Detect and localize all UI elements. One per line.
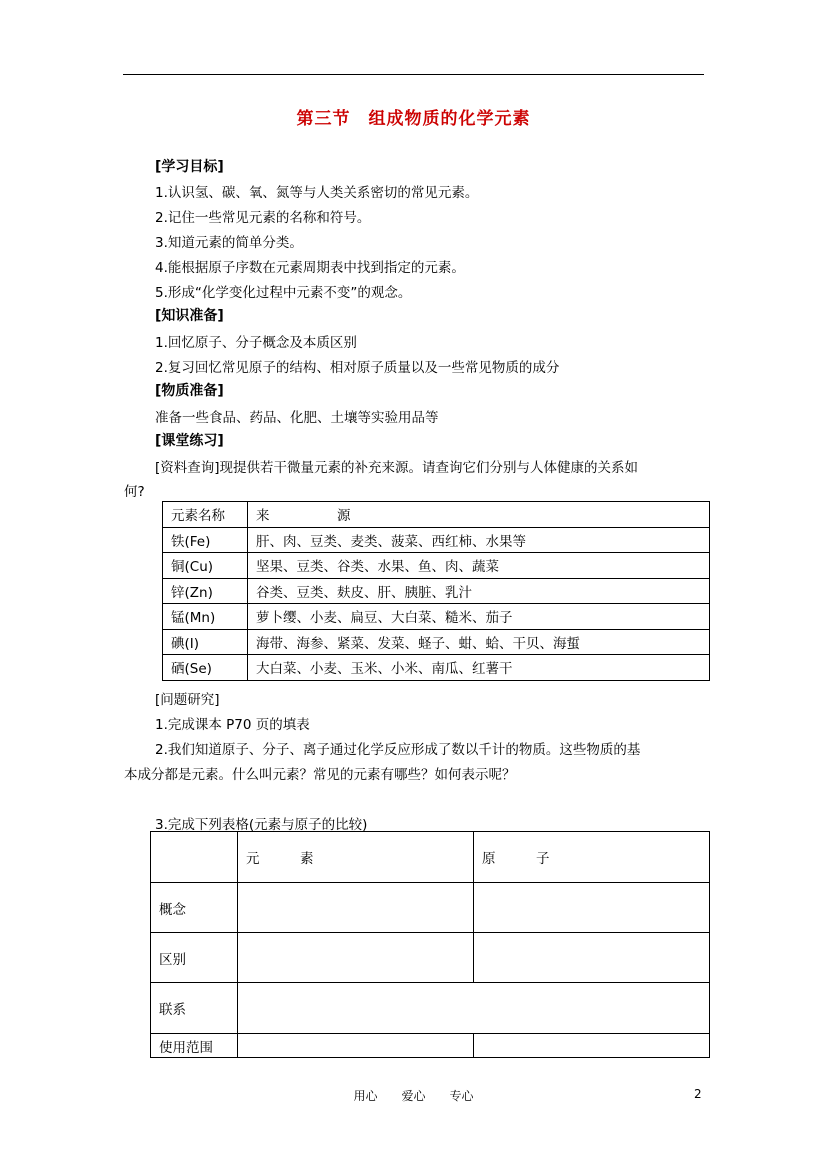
- table-header-cell: 原 子: [474, 832, 710, 883]
- element-name-cell: 铜(Cu): [163, 553, 248, 579]
- row-label-cell: 使用范围: [151, 1034, 238, 1058]
- table-row: [163, 553, 710, 579]
- table-row: [151, 883, 710, 933]
- objective-item: 4.能根据原子序数在元素周期表中找到指定的元素。: [155, 260, 465, 276]
- table-header-row: [151, 832, 710, 883]
- table-header-cell: 元素名称: [163, 502, 248, 528]
- empty-cell: [238, 1034, 474, 1058]
- table-row: [163, 629, 710, 655]
- page-title: 第三节 组成物质的化学元素: [296, 109, 531, 129]
- objective-item: 3.知道元素的简单分类。: [155, 235, 303, 251]
- table-row: [163, 604, 710, 630]
- source-cell: 坚果、豆类、谷类、水果、鱼、肉、蔬菜: [248, 553, 710, 579]
- empty-cell: [474, 883, 710, 933]
- empty-cell: [474, 1034, 710, 1058]
- table-row: [151, 1034, 710, 1058]
- trace-elements-table: [162, 501, 710, 681]
- table-header-row: [163, 502, 710, 528]
- objective-item: 5.形成“化学变化过程中元素不变”的观念。: [155, 285, 412, 301]
- objectives-heading: [学习目标]: [155, 159, 224, 175]
- element-atom-comparison-table: [150, 831, 710, 1058]
- source-cell: 萝卜缨、小麦、扁豆、大白菜、糙米、茄子: [248, 604, 710, 630]
- row-label-cell: 联系: [151, 983, 238, 1034]
- knowledge-item: 2.复习回忆常见原子的结构、相对原子质量以及一些常见物质的成分: [155, 360, 560, 376]
- row-label-cell: 区别: [151, 933, 238, 983]
- knowledge-heading: [知识准备]: [155, 308, 224, 324]
- table-row: [163, 578, 710, 604]
- empty-cell: [238, 933, 474, 983]
- source-cell: 海带、海参、紧菜、发菜、蛏子、蚶、蛤、干贝、海蜇: [248, 629, 710, 655]
- research-item: 2.我们知道原子、分子、离子通过化学反应形成了数以千计的物质。这些物质的基: [155, 742, 641, 758]
- query-text-line2: 何?: [124, 484, 145, 500]
- element-name-cell: 锌(Zn): [163, 578, 248, 604]
- empty-cell: [238, 983, 710, 1034]
- research-heading: [问题研究]: [155, 692, 220, 708]
- header-rule: [123, 74, 704, 75]
- source-cell: 肝、肉、豆类、麦类、菠菜、西红柿、水果等: [248, 527, 710, 553]
- knowledge-item: 1.回忆原子、分子概念及本质区别: [155, 335, 357, 351]
- element-name-cell: 铁(Fe): [163, 527, 248, 553]
- practice-heading: [课堂练习]: [155, 433, 224, 449]
- objective-item: 1.认识氢、碳、氧、氮等与人类关系密切的常见元素。: [155, 185, 479, 201]
- table-row: [163, 527, 710, 553]
- source-cell: 谷类、豆类、麸皮、肝、胰脏、乳汁: [248, 578, 710, 604]
- table-row: [151, 933, 710, 983]
- table-row: [163, 655, 710, 681]
- row-label-cell: 概念: [151, 883, 238, 933]
- page-number: 2: [694, 1087, 702, 1101]
- research-item: 1.完成课本 P70 页的填表: [155, 717, 310, 733]
- table-row: [151, 983, 710, 1034]
- table-corner-cell: [151, 832, 238, 883]
- table-header-cell: 来 源: [248, 502, 710, 528]
- empty-cell: [474, 933, 710, 983]
- research-item-continued: 本成分都是元素。什么叫元素？常见的元素有哪些？如何表示呢？: [124, 767, 516, 783]
- table-header-cell: 元 素: [238, 832, 474, 883]
- footer-motto: 用心 爱心 专心: [353, 1089, 474, 1103]
- element-name-cell: 碘(I): [163, 629, 248, 655]
- query-text-line1: [资料查询]现提供若干微量元素的补充来源。请查询它们分别与人体健康的关系如: [155, 460, 639, 476]
- objective-item: 2.记住一些常见元素的名称和符号。: [155, 210, 371, 226]
- element-name-cell: 硒(Se): [163, 655, 248, 681]
- materials-heading: [物质准备]: [155, 383, 224, 399]
- materials-text: 准备一些食品、药品、化肥、土壤等实验用品等: [155, 410, 439, 426]
- source-cell: 大白菜、小麦、玉米、小米、南瓜、红薯干: [248, 655, 710, 681]
- empty-cell: [238, 883, 474, 933]
- research-item: 3.完成下列表格(元素与原子的比较): [155, 817, 368, 833]
- element-name-cell: 锰(Mn): [163, 604, 248, 630]
